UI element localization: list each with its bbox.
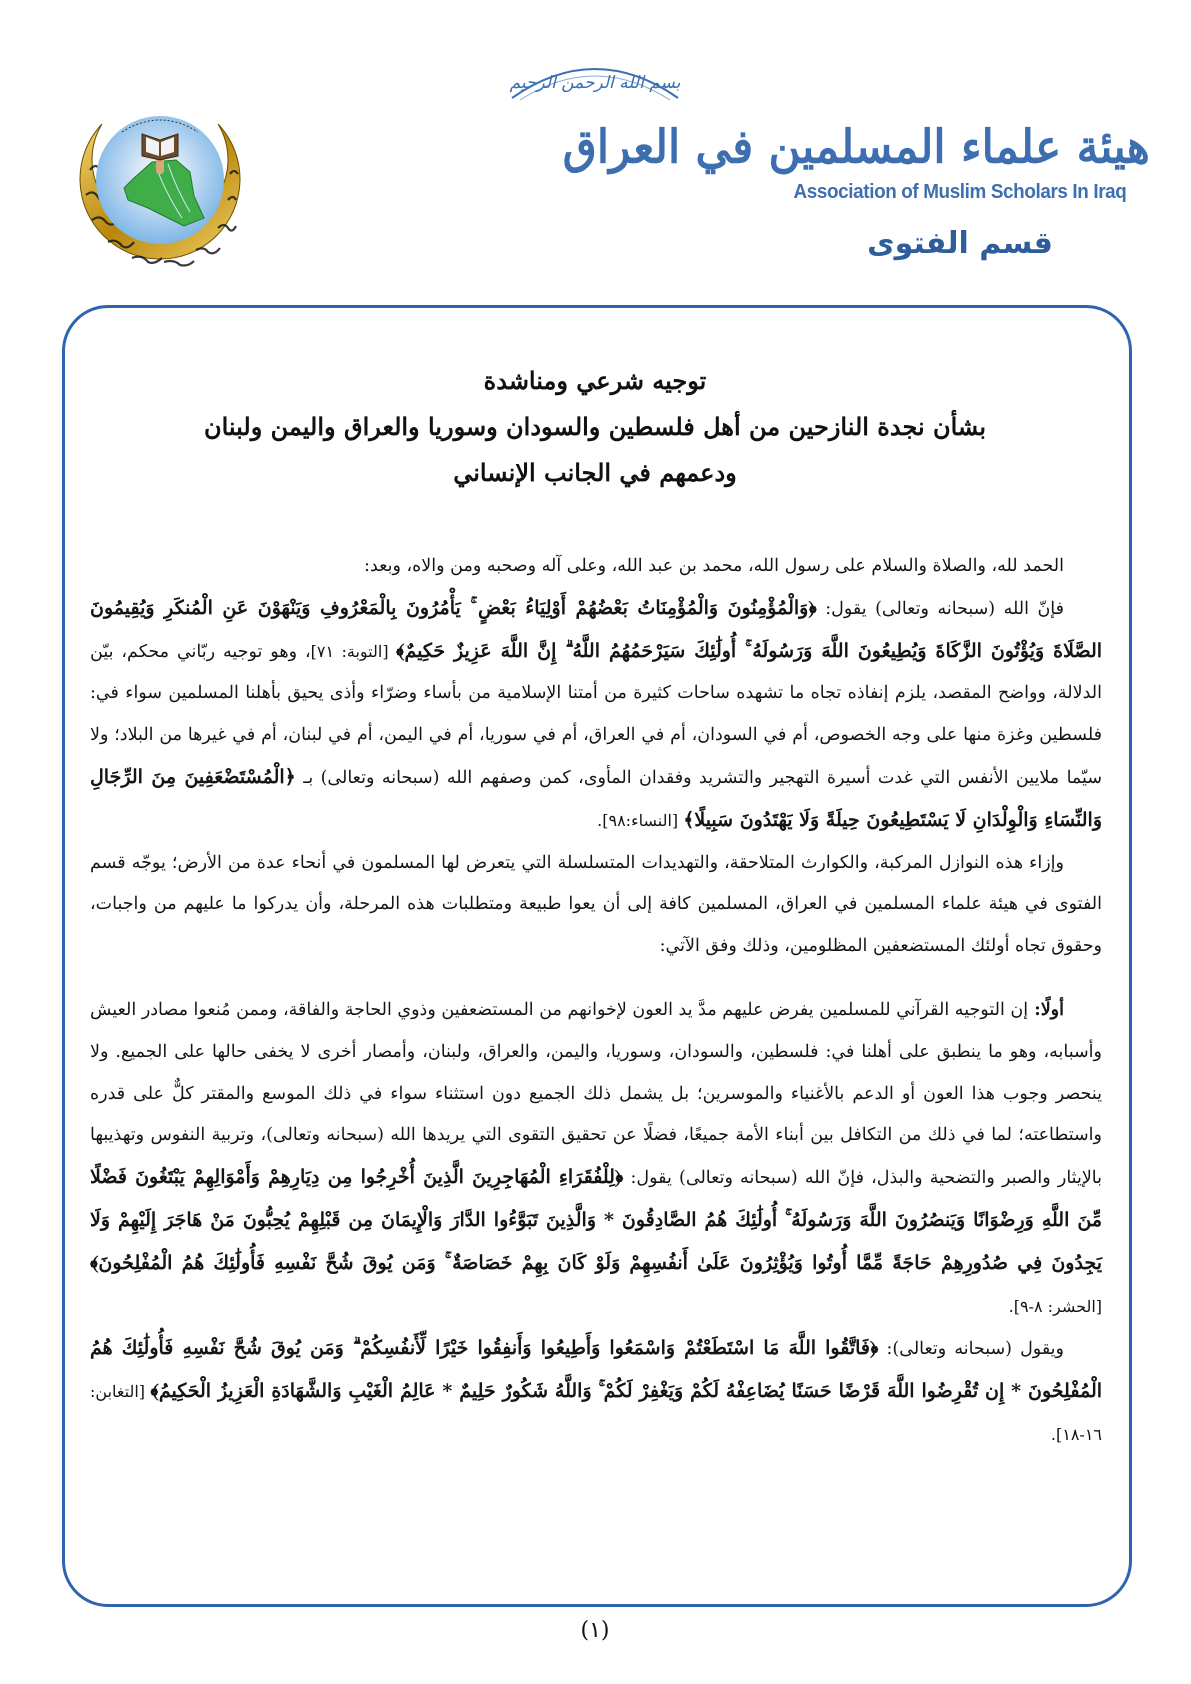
quran-verse: ﴿فَاتَّقُوا اللَّهَ مَا اسْتَطَعْتُمْ وَاسْمَعُوا وَأَطِيعُوا وَأَنفِقُوا خَيْرًا لِّأَنفُسِكُمْ ۗ وَمَن يُوقَ شُحَّ نَفْسِهِ فَأُولَٰئِكَ هُمُ الْمُفْلِحُونَ * إِن تُقْرِضُوا اللَّهَ قَرْضًا حَسَنًا يُضَاعِفْهُ لَكُمْ وَيَغْفِرْ لَكُمْ ۚ وَاللَّهُ شَكُورٌ حَلِيمٌ * عَالِمُ الْغَيْبِ وَالشَّهَادَةِ الْعَزِيزُ الْحَكِيمُ﴾: [90, 1337, 1103, 1403]
point-label: أولًا:: [1028, 999, 1064, 1020]
basmala-calligraphy: بسم الله الرحمن الرحيم: [500, 48, 690, 106]
title-line-1: توجيه شرعي ومناشدة: [483, 366, 707, 395]
title-line-2: بشأن نجدة النازحين من أهل فلسطين والسودان وسوريا والعراق واليمن ولبنان: [203, 412, 987, 441]
paragraph-first-point: أولًا: إن التوجيه القرآني للمسلمين يفرض عليهم مدَّ يد العون لإخوانهم من المستضعفين وذوي الحاجة والفاقة، وممن مُنعوا مصادر العيش وأسبابه، وهو ما ينطبق على أهلنا في: فلسطين، والسودان، وسوريا، واليمن، والعراق، ولبنان، وأمصار أخرى لا يخفى حالها على الجميع. ولا ينحصر وجوب هذا العون أو الدعم بالأغنياء والموسرين؛ بل يشمل ذلك الجميع دون استثناء سواء في ذلك الموسع والمقتر كلٌّ على قدره واستطاعته؛ لما في ذلك من التكافل بين أبناء الأمة جميعًا، فضلًا عن تحقيق التقوى التي يريدها الله (سبحانه وتعالى)، وتربية النفوس وتهذيبها بالإيثار والصبر والتضحية والبذل، فإنّ الله (سبحانه وتعالى) يقول: ﴿لِلْفُقَرَاءِ الْمُهَاجِرِينَ الَّذِينَ أُخْرِجُوا مِن دِيَارِهِمْ وَأَمْوَالِهِمْ يَبْتَغُونَ فَضْلًا مِّنَ اللَّهِ وَرِضْوَانًا وَيَنصُرُونَ اللَّهَ وَرَسُولَهُ ۚ أُولَٰئِكَ هُمُ الصَّادِقُونَ * وَالَّذِينَ تَبَوَّءُوا الدَّارَ وَالْإِيمَانَ مِن قَبْلِهِمْ يُحِبُّونَ مَنْ هَاجَرَ إِلَيْهِمْ وَلَا يَجِدُونَ فِي صُدُورِهِمْ حَاجَةً مِّمَّا أُوتُوا وَيُؤْثِرُونَ عَلَىٰ أَنفُسِهِمْ وَلَوْ كَانَ بِهِمْ خَصَاصَةٌ ۚ وَمَن يُوقَ شُحَّ نَفْسِهِ فَأُولَٰئِكَ هُمُ الْمُفْلِحُونَ﴾ [الحشر: ٨-٩].: [90, 999, 1102, 1316]
paragraph-quran-taghabun: ويقول (سبحانه وتعالى): ﴿فَاتَّقُوا اللَّهَ مَا اسْتَطَعْتُمْ وَاسْمَعُوا وَأَطِيعُوا وَأَنفِقُوا خَيْرًا لِّأَنفُسِكُمْ ۗ وَمَن يُوقَ شُحَّ نَفْسِهِ فَأُولَٰئِكَ هُمُ الْمُفْلِحُونَ * إِن تُقْرِضُوا اللَّهَ قَرْضًا حَسَنًا يُضَاعِفْهُ لَكُمْ وَيَغْفِرْ لَكُمْ ۚ وَاللَّهُ شَكُورٌ حَلِيمٌ * عَالِمُ الْغَيْبِ وَالشَّهَادَةِ الْعَزِيزُ الْحَكِيمُ﴾ [التغابن: ١٦-١٨].: [90, 1337, 1103, 1444]
verse-reference: [التوبة: ٧١]: [310, 641, 397, 661]
document-title: [100, 358, 1090, 496]
verse-reference: [الحشر: ٨-٩].: [1008, 1296, 1102, 1316]
quran-verse: ﴿لِلْفُقَرَاءِ الْمُهَاجِرِينَ الَّذِينَ أُخْرِجُوا مِن دِيَارِهِمْ وَأَمْوَالِهِمْ يَبْتَغُونَ فَضْلًا مِّنَ اللَّهِ وَرِضْوَانًا وَيَنصُرُونَ اللَّهَ وَرَسُولَهُ ۚ أُولَٰئِكَ هُمُ الصَّادِقُونَ * وَالَّذِينَ تَبَوَّءُوا الدَّارَ وَالْإِيمَانَ مِن قَبْلِهِمْ يُحِبُّونَ مَنْ هَاجَرَ إِلَيْهِمْ وَلَا يَجِدُونَ فِي صُدُورِهِمْ حَاجَةً مِّمَّا أُوتُوا وَيُؤْثِرُونَ عَلَىٰ أَنفُسِهِمْ وَلَوْ كَانَ بِهِمْ خَصَاصَةٌ ۚ وَمَن يُوقَ شُحَّ نَفْسِهِ فَأُولَٰئِكَ هُمُ الْمُفْلِحُونَ﴾: [90, 1166, 1102, 1274]
document-body: [90, 546, 1102, 1457]
organization-name-english: Association of Muslim Scholars In Iraq: [793, 180, 1127, 203]
organization-name-arabic: هيئة علماء المسلمين في العراق: [562, 120, 1150, 175]
page-number: (١): [580, 1618, 610, 1643]
verse-reference: [النساء:٩٨].: [597, 810, 684, 830]
paragraph-opening: الحمد لله، والصلاة والسلام على رسول الله، محمد بن عبد الله، وعلى آله وصحبه ومن والاه، وبعد:: [364, 556, 1064, 576]
quran-verse: ﴿الْمُسْتَضْعَفِينَ مِنَ الرِّجَالِ وَالنِّسَاءِ وَالْوِلْدَانِ لَا يَسْتَطِيعُونَ حِيلَةً وَلَا يَهْتَدُونَ سَبِيلًا﴾: [90, 765, 1102, 831]
organization-header: [562, 118, 1150, 298]
department-title: قسم الفتوى: [867, 226, 1053, 261]
organization-seal-logo: [72, 100, 248, 276]
verse-reference: [التغابن: ١٦-١٨].: [90, 1382, 1102, 1444]
paragraph-directive: وإزاء هذه النوازل المركبة، والكوارث المتلاحقة، والتهديدات المتسلسلة التي يتعرض لها المسلمون في أنحاء عدة من الأرض؛ يوجّه قسم الفتوى في هيئة علماء المسلمين في العراق، المسلمين كافة إلى أن يعوا طبيعة ومتطلبات هذه المرحلة، وأن يدركوا ما عليهم من واجبات، وحقوق تجاه أولئك المستضعفين المظلومين، وذلك وفق الآتي:: [90, 852, 1102, 957]
paragraph-quran-tawbah: فإنّ الله (سبحانه وتعالى) يقول: ﴿وَالْمُؤْمِنُونَ وَالْمُؤْمِنَاتُ بَعْضُهُمْ أَوْلِيَاءُ بَعْضٍ ۚ يَأْمُرُونَ بِالْمَعْرُوفِ وَيَنْهَوْنَ عَنِ الْمُنكَرِ وَيُقِيمُونَ الصَّلَاةَ وَيُؤْتُونَ الزَّكَاةَ وَيُطِيعُونَ اللَّهَ وَرَسُولَهُ ۚ أُولَٰئِكَ سَيَرْحَمُهُمُ اللَّهُ ۗ إِنَّ اللَّهَ عَزِيزٌ حَكِيمٌ﴾ [التوبة: ٧١]، وهو توجيه ربّاني محكم، بيّن الدلالة، وواضح المقصد، يلزم إنفاذه تجاه ما تشهده ساحات كثيرة من أمتنا الإسلامية من بأساء وضرّاء وأذى يحيق بأهلنا المسلمين سواء في: فلسطين وغزة منها على وجه الخصوص، أم في السودان، أم في العراق، أم في سوريا، أم في اليمن، أم في لبنان، أم في غيرها من البلاد؛ ولا سيّما ملايين الأنفس التي غدت أسيرة التهجير والتشريد وفقدان المأوى، كمن وصفهم الله (سبحانه وتعالى) بـ ﴿الْمُسْتَضْعَفِينَ مِنَ الرِّجَالِ وَالنِّسَاءِ وَالْوِلْدَانِ لَا يَسْتَطِيعُونَ حِيلَةً وَلَا يَهْتَدُونَ سَبِيلًا﴾ [النساء:٩٨].: [90, 596, 1103, 831]
quran-verse: ﴿وَالْمُؤْمِنُونَ وَالْمُؤْمِنَاتُ بَعْضُهُمْ أَوْلِيَاءُ بَعْضٍ ۚ يَأْمُرُونَ بِالْمَعْرُوفِ وَيَنْهَوْنَ عَنِ الْمُنكَرِ وَيُقِيمُونَ الصَّلَاةَ وَيُؤْتُونَ الزَّكَاةَ وَيُطِيعُونَ اللَّهَ وَرَسُولَهُ ۚ أُولَٰئِكَ سَيَرْحَمُهُمُ اللَّهُ ۗ إِنَّ اللَّهَ عَزِيزٌ حَكِيمٌ﴾: [90, 596, 1103, 662]
title-line-3: ودعمهم في الجانب الإنساني: [453, 458, 737, 487]
